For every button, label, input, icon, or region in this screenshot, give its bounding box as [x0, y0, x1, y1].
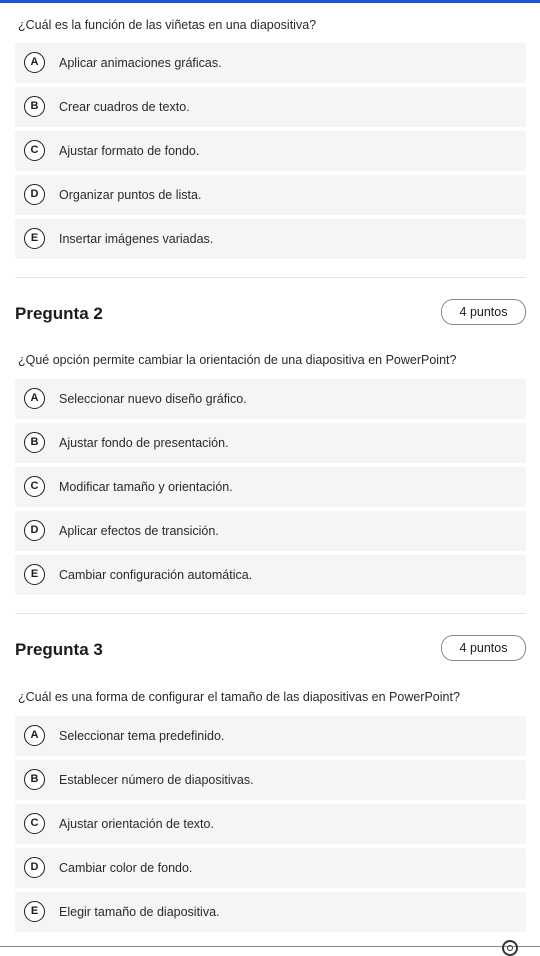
question-1-option-c[interactable]	[15, 131, 526, 171]
option-letter-badge: C	[24, 476, 45, 497]
question-1-option-d[interactable]	[15, 175, 526, 215]
option-label: Organizar puntos de lista.	[59, 188, 202, 202]
question-2-text: ¿Qué opción permite cambiar la orientación de una diapositiva en PowerPoint?	[18, 353, 457, 367]
option-label: Aplicar animaciones gráficas.	[59, 56, 222, 70]
question-1-option-e[interactable]	[15, 219, 526, 259]
question-3-option-c[interactable]	[15, 804, 526, 844]
question-3-header	[0, 635, 540, 665]
option-letter-badge: A	[24, 52, 45, 73]
question-2-option-c[interactable]	[15, 467, 526, 507]
option-letter-badge: B	[24, 96, 45, 117]
option-label: Cambiar color de fondo.	[59, 861, 193, 875]
points-badge: 4 puntos	[441, 635, 526, 661]
option-letter-badge: E	[24, 564, 45, 585]
question-3	[0, 614, 540, 932]
option-label: Ajustar formato de fondo.	[59, 144, 200, 158]
option-label: Crear cuadros de texto.	[59, 100, 190, 114]
question-1-option-b[interactable]	[15, 87, 526, 127]
option-label: Cambiar configuración automática.	[59, 568, 253, 582]
option-label: Ajustar fondo de presentación.	[59, 436, 229, 450]
question-1	[0, 0, 540, 259]
option-letter-badge: A	[24, 725, 45, 746]
option-label: Ajustar orientación de texto.	[59, 817, 214, 831]
option-label: Elegir tamaño de diapositiva.	[59, 905, 220, 919]
option-letter-badge: A	[24, 388, 45, 409]
question-1-text: ¿Cuál es la función de las viñetas en una diapositiva?	[18, 18, 317, 32]
question-3-option-a[interactable]	[15, 716, 526, 756]
option-letter-badge: D	[24, 520, 45, 541]
option-label: Establecer número de diapositivas.	[59, 773, 254, 787]
question-3-option-d[interactable]	[15, 848, 526, 888]
points-badge: 4 puntos	[441, 299, 526, 325]
option-letter-badge: B	[24, 769, 45, 790]
option-label: Seleccionar nuevo diseño gráfico.	[59, 392, 247, 406]
option-label: Modificar tamaño y orientación.	[59, 480, 233, 494]
option-letter-badge: C	[24, 140, 45, 161]
question-1-option-a[interactable]	[15, 43, 526, 83]
question-3-options	[0, 716, 540, 932]
question-3-option-e[interactable]	[15, 892, 526, 932]
option-label: Seleccionar tema predefinido.	[59, 729, 225, 743]
option-letter-badge: B	[24, 432, 45, 453]
question-2-option-b[interactable]	[15, 423, 526, 463]
option-letter-badge: E	[24, 901, 45, 922]
bottom-border	[0, 946, 540, 947]
question-3-option-b[interactable]	[15, 760, 526, 800]
question-2-option-e[interactable]	[15, 555, 526, 595]
question-3-text: ¿Cuál es una forma de configurar el tamaño de las diapositivas en PowerPoint?	[18, 690, 460, 704]
question-2-option-a[interactable]	[15, 379, 526, 419]
scroll-indicator-icon[interactable]	[502, 940, 518, 956]
option-letter-badge: D	[24, 857, 45, 878]
option-letter-badge: D	[24, 184, 45, 205]
option-letter-badge: E	[24, 228, 45, 249]
option-letter-badge: C	[24, 813, 45, 834]
question-2-header	[0, 299, 540, 329]
question-title: Pregunta 2	[15, 304, 103, 323]
option-label: Insertar imágenes variadas.	[59, 232, 214, 246]
question-2	[0, 278, 540, 595]
question-2-option-d[interactable]	[15, 511, 526, 551]
question-1-options	[0, 43, 540, 259]
option-label: Aplicar efectos de transición.	[59, 524, 219, 538]
question-2-options	[0, 379, 540, 595]
question-title: Pregunta 3	[15, 640, 103, 659]
